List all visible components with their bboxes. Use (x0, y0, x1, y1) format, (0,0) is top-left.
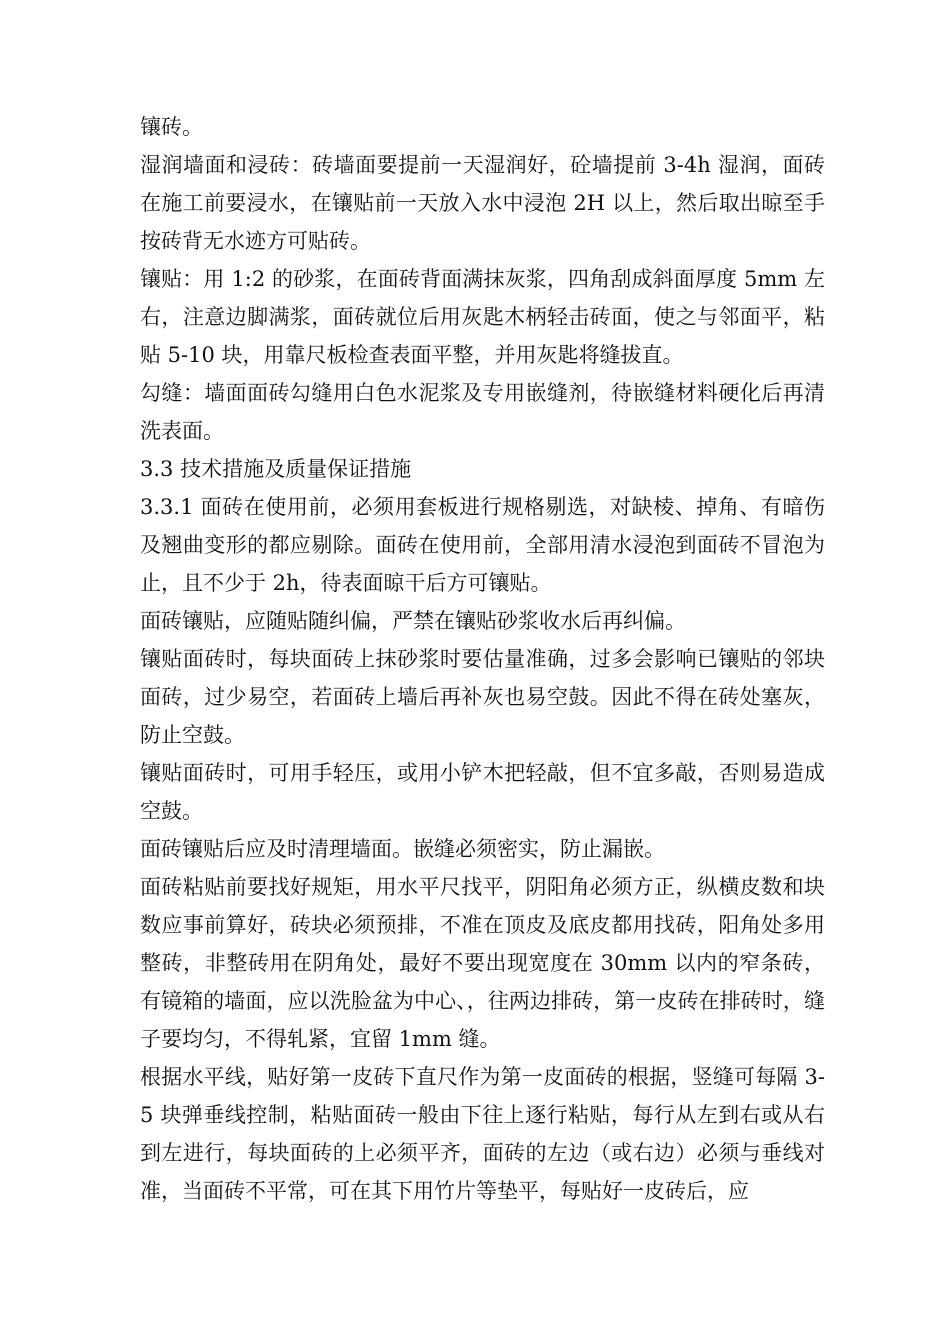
section-heading-3-3: 3.3 技术措施及质量保证措施 (140, 457, 412, 481)
paragraph-correct-alignment: 面砖镶贴，应随贴随纠偏，严禁在镶贴砂浆收水后再纠偏。 (140, 609, 686, 633)
paragraph-level-line: 根据水平线，贴好第一皮砖下直尺作为第一皮面砖的根据，竖缝可每隔 3-5 块弹垂线控制，粘贴面砖一般由下往上逐行粘贴，每行从左到右或从右到左进行，每块面砖的上必须平齐，面砖的左边（或右边）必须与垂线对准，当面砖不平常，可在其下用竹片等垫平，每贴好一皮砖后，应 (140, 1065, 825, 1203)
paragraph-3-3-1: 3.3.1 面砖在使用前，必须用套板进行规格剔选，对缺棱、掉角、有暗伤及翘曲变形的都应剔除。面砖在使用前，全部用清水浸泡到面砖不冒泡为止，且不少于 2h，待表面晾干后方可镶贴。 (140, 495, 825, 595)
paragraph-wet-wall-and-soak-tiles: 湿润墙面和浸砖：砖墙面要提前一天湿润好，砼墙提前 3-4h 湿润，面砖在施工前要浸水，在镶贴前一天放入水中浸泡 2H 以上，然后取出晾至手按砖背无水迹方可贴砖。 (140, 153, 825, 253)
paragraph-layout-rules: 面砖粘贴前要找好规矩，用水平尺找平，阴阳角必须方正，纵横皮数和块数应事前算好，砖块必须预排，不准在顶皮及底皮都用找砖，阳角处多用整砖，非整砖用在阴角处，最好不要出现宽度在 30mm 以内的窄条砖，有镜箱的墙面，应以洗脸盆为中心、，往两边排砖，第一皮砖在排砖时，缝子要均匀，不得轧紧，宜留 1mm 缝。 (140, 875, 825, 1051)
document-body (140, 108, 825, 1210)
paragraph-clean-wall: 面砖镶贴后应及时清理墙面。嵌缝必须密实，防止漏嵌。 (140, 837, 665, 861)
paragraph-light-press: 镶贴面砖时，可用手轻压，或用小铲木把轻敲，但不宜多敲，否则易造成空鼓。 (140, 761, 825, 823)
paragraph-tile-setting: 镶贴：用 1:2 的砂浆，在面砖背面满抹灰浆，四角刮成斜面厚度 5mm 左右，注意边脚满浆，面砖就位后用灰匙木柄轻击砖面，使之与邻面平，粘贴 5-10 块，用靠尺板检查表面平整，并用灰匙将缝拔直。 (140, 267, 825, 367)
paragraph-grouting: 勾缝：墙面面砖勾缝用白色水泥浆及专用嵌缝剂，待嵌缝材料硬化后再清洗表面。 (140, 381, 825, 443)
paragraph-continuation: 镶砖。 (140, 115, 203, 139)
paragraph-mortar-amount: 镶贴面砖时，每块面砖上抹砂浆时要估量准确，过多会影响已镶贴的邻块面砖，过少易空，若面砖上墙后再补灰也易空鼓。因此不得在砖处塞灰，防止空鼓。 (140, 647, 825, 747)
